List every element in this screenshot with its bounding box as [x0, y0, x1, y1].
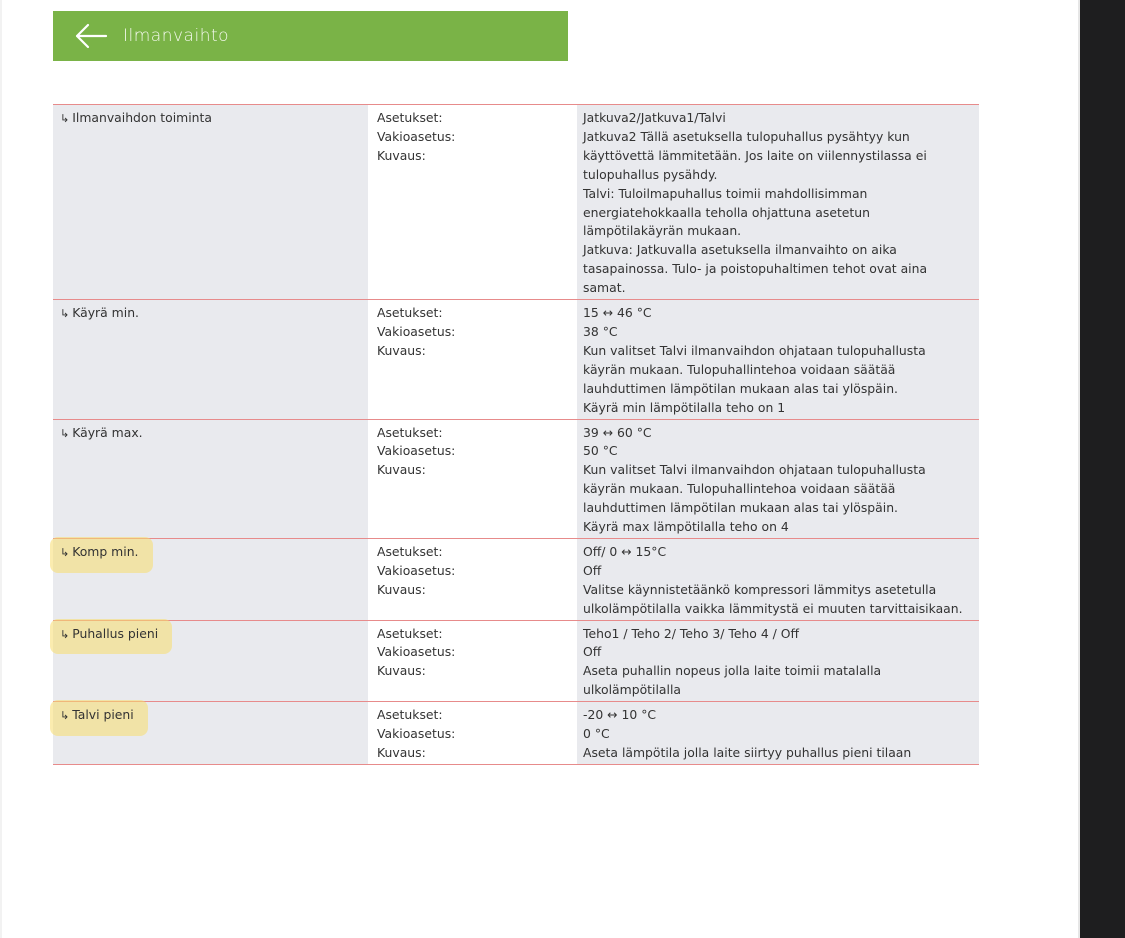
description-paragraph: Jatkuva: Jatkuvalla asetuksella ilmanvaihto on aika tasapainossa. Tulo- ja poistopuhaltimen tehot ovat aina samat. [583, 242, 928, 296]
default-value: 50 °C [583, 443, 618, 459]
field-labels-cell [368, 105, 577, 300]
default-label: Vakioasetus: [377, 323, 456, 339]
parameter-name-cell [53, 702, 368, 765]
sub-arrow-icon: ↳ [60, 426, 70, 440]
table-row [53, 702, 979, 765]
parameter-name: Talvi pieni [72, 707, 134, 723]
description-label: Kuvaus: [377, 663, 426, 679]
page-header [53, 11, 568, 61]
default-label: Vakioasetus: [377, 128, 456, 144]
sub-arrow-icon: ↳ [60, 112, 70, 125]
parameter-name-cell [53, 105, 368, 300]
table-row [53, 105, 979, 300]
description-label: Kuvaus: [377, 147, 426, 163]
default-value: 0 °C [583, 726, 610, 742]
field-values-cell [577, 419, 979, 538]
dark-side-panel [1078, 0, 1125, 938]
parameter-name: Puhallus pieni [72, 625, 159, 641]
parameter-name: Käyrä max. [72, 424, 143, 440]
settings-value: Jatkuva2/Jatkuva1/Talvi [583, 110, 726, 125]
default-value: Jatkuva2 Tällä asetuksella tulopuhallus pysähtyy kun käyttövettä lämmitetään. Jos laite on viilennystilassa ei tulopuhallus pysähdy. [583, 128, 927, 182]
parameter-name: Ilmanvaihdon toiminta [72, 110, 212, 125]
field-labels-cell [368, 300, 577, 419]
settings-label: Asetukset: [377, 424, 443, 440]
settings-value: -20 ↔ 10 °C [583, 707, 657, 723]
default-label: Vakioasetus: [377, 443, 456, 459]
description-label: Kuvaus: [377, 581, 426, 597]
field-labels-cell [368, 702, 577, 765]
default-value: Off [583, 562, 602, 578]
field-values-cell [577, 105, 979, 300]
description-text [583, 662, 971, 700]
description-label: Kuvaus: [377, 462, 426, 478]
default-value: Off [583, 644, 602, 660]
back-button[interactable] [71, 16, 111, 56]
description-paragraph: Käyrä min lämpötilalla teho on 1 [583, 399, 786, 415]
parameter-table [53, 104, 979, 765]
sub-arrow-icon: ↳ [60, 307, 70, 321]
sub-arrow-icon: ↳ [60, 709, 70, 723]
description-label: Kuvaus: [377, 342, 426, 358]
default-label: Vakioasetus: [377, 562, 456, 578]
description-paragraph: Kun valitset Talvi ilmanvaihdon ohjataan tulopuhallusta käyrän mukaan. Tulopuhallintehoa voidaan säätää lauhduttimen lämpötilan mukaan alas tai ylöspäin. [583, 342, 926, 396]
description-text [583, 461, 971, 537]
settings-label: Asetukset: [377, 543, 443, 559]
description-paragraph: Talvi: Tuloilmapuhallus toimii mahdollisimman energiatehokkaalla teholla ohjattuna asetetun lämpötilakäyrän mukaan. [583, 185, 870, 239]
settings-label: Asetukset: [377, 110, 443, 125]
settings-value: 39 ↔ 60 °C [583, 424, 652, 440]
description-text [583, 581, 971, 619]
table-row [53, 300, 979, 419]
field-values-cell [577, 620, 979, 702]
sub-arrow-icon: ↳ [60, 627, 70, 641]
description-text [583, 744, 971, 763]
parameter-name-cell [53, 538, 368, 620]
settings-value: Off/ 0 ↔ 15°C [583, 543, 667, 559]
parameter-name: Käyrä min. [72, 305, 139, 321]
default-value: 38 °C [583, 323, 618, 339]
field-values-cell [577, 538, 979, 620]
description-paragraph: Aseta lämpötila jolla laite siirtyy puhallus pieni tilaan [583, 745, 912, 760]
description-paragraph: Aseta puhallin nopeus jolla laite toimii matalalla ulkolämpötilalla [583, 663, 882, 698]
settings-label: Asetukset: [377, 305, 443, 321]
field-values-cell [577, 300, 979, 419]
field-values-cell [577, 702, 979, 765]
field-labels-cell [368, 538, 577, 620]
table-row [53, 620, 979, 702]
field-labels-cell [368, 620, 577, 702]
table-row [53, 538, 979, 620]
arrow-left-icon [74, 23, 108, 49]
settings-value: 15 ↔ 46 °C [583, 305, 652, 321]
description-text [583, 342, 971, 418]
description-paragraph: Kun valitset Talvi ilmanvaihdon ohjataan tulopuhallusta käyrän mukaan. Tulopuhallintehoa voidaan säätää lauhduttimen lämpötilan mukaan alas tai ylöspäin. [583, 462, 926, 516]
page-title: Ilmanvaihto [123, 26, 230, 46]
description-paragraph: Käyrä max lämpötilalla teho on 4 [583, 519, 789, 535]
description-paragraph: Valitse käynnistetäänkö kompressori lämmitys asetetulla ulkolämpötilalla vaikka lämmitystä ei muuten tarvittaisikaan. [583, 581, 963, 616]
field-labels-cell [368, 419, 577, 538]
settings-label: Asetukset: [377, 625, 443, 641]
default-label: Vakioasetus: [377, 726, 456, 742]
settings-label: Asetukset: [377, 707, 443, 723]
parameter-name: Komp min. [72, 543, 139, 559]
description-label: Kuvaus: [377, 745, 426, 760]
parameter-name-cell [53, 620, 368, 702]
default-label: Vakioasetus: [377, 644, 456, 660]
table-row [53, 419, 979, 538]
settings-value: Teho1 / Teho 2/ Teho 3/ Teho 4 / Off [583, 625, 800, 641]
parameter-name-cell [53, 419, 368, 538]
sub-arrow-icon: ↳ [60, 545, 70, 559]
parameter-name-cell [53, 300, 368, 419]
description-text [583, 185, 971, 298]
